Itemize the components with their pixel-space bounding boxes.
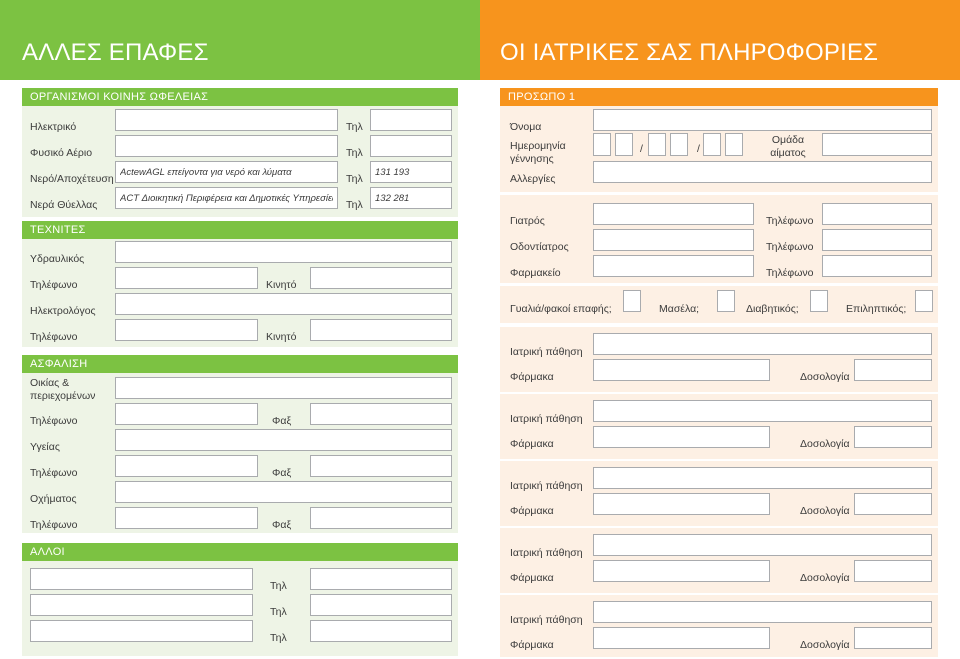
dob-day-digit-1[interactable] bbox=[593, 133, 611, 156]
medication-field[interactable] bbox=[593, 627, 770, 649]
medical-header bbox=[480, 0, 960, 80]
dob-separator: / bbox=[697, 143, 700, 155]
vehicle-insurance-phone-label: Τηλέφωνο bbox=[30, 519, 78, 531]
epileptic-label: Επιληπτικός; bbox=[846, 303, 907, 315]
gas-provider-field[interactable] bbox=[115, 135, 338, 157]
pharmacy-phone-label: Τηλέφωνο bbox=[766, 267, 814, 279]
pharmacy-field[interactable] bbox=[593, 255, 754, 277]
health-insurance-phone-field[interactable] bbox=[115, 455, 258, 477]
medical-title: ΟΙ ΙΑΤΡΙΚΕΣ ΣΑΣ ΠΛΗΡΟΦΟΡΙΕΣ bbox=[500, 39, 879, 66]
stormwater-label: Νερά Θύελλας bbox=[30, 199, 98, 211]
dob-year-digit-2[interactable] bbox=[725, 133, 743, 156]
dosage-field[interactable] bbox=[854, 359, 932, 381]
home-insurance-fax-label: Φαξ bbox=[272, 415, 292, 427]
health-insurance-label: Υγείας bbox=[30, 441, 60, 453]
dosage-label: Δοσολογία bbox=[800, 371, 850, 383]
dentist-phone-field[interactable] bbox=[822, 229, 932, 251]
diabetic-label: Διαβητικός; bbox=[746, 303, 799, 315]
other-contact-phone-field[interactable] bbox=[310, 568, 452, 590]
medical-condition-field[interactable] bbox=[593, 534, 932, 556]
doctor-phone-field[interactable] bbox=[822, 203, 932, 225]
plumber-label: Υδραυλικός bbox=[30, 253, 85, 265]
dosage-label: Δοσολογία bbox=[800, 572, 850, 584]
other-contact-name-field[interactable] bbox=[30, 620, 253, 642]
electricity-phone-label: Τηλ bbox=[346, 121, 363, 133]
epileptic-checkbox[interactable] bbox=[915, 290, 933, 312]
vehicle-insurance-label: Οχήματος bbox=[30, 493, 77, 505]
glasses-contacts-label: Γυαλιά/φακοί επαφής; bbox=[510, 303, 612, 315]
pharmacy-label: Φαρμακείο bbox=[510, 267, 561, 279]
medical-condition-label: Ιατρική πάθηση bbox=[510, 346, 583, 358]
medical-condition-label: Ιατρική πάθηση bbox=[510, 547, 583, 559]
dosage-label: Δοσολογία bbox=[800, 438, 850, 450]
dosage-field[interactable] bbox=[854, 493, 932, 515]
doctor-field[interactable] bbox=[593, 203, 754, 225]
medication-label: Φάρμακα bbox=[510, 505, 554, 517]
pharmacy-phone-field[interactable] bbox=[822, 255, 932, 277]
home-insurance-label: Οικίας & περιεχομένων bbox=[30, 377, 96, 402]
contacts-header bbox=[0, 0, 480, 80]
name-field[interactable] bbox=[593, 109, 932, 131]
allergies-field[interactable] bbox=[593, 161, 932, 183]
doctor-phone-label: Τηλέφωνο bbox=[766, 215, 814, 227]
electrician-mobile-label: Κινητό bbox=[266, 331, 297, 343]
medication-label: Φάρμακα bbox=[510, 639, 554, 651]
doctor-label: Γιατρός bbox=[510, 215, 545, 227]
electrician-phone-field[interactable] bbox=[115, 319, 258, 341]
electricity-provider-field[interactable] bbox=[115, 109, 338, 131]
dob-month-digit-1[interactable] bbox=[648, 133, 666, 156]
tradespeople-heading: ΤΕΧΝΙΤΕΣ bbox=[22, 221, 458, 239]
name-label: Όνομα bbox=[510, 121, 542, 133]
stormwater-phone-label: Τηλ bbox=[346, 199, 363, 211]
plumber-mobile-field[interactable] bbox=[310, 267, 452, 289]
electrician-label: Ηλεκτρολόγος bbox=[30, 305, 96, 317]
blood-group-field[interactable] bbox=[822, 133, 932, 156]
electricity-label: Ηλεκτρικό bbox=[30, 121, 77, 133]
dosage-field[interactable] bbox=[854, 560, 932, 582]
other-contact-phone-label: Τηλ bbox=[270, 606, 287, 618]
other-contact-phone-field[interactable] bbox=[310, 594, 452, 616]
blood-group-label: Ομάδα αίματος bbox=[770, 134, 806, 159]
home-insurance-phone-label: Τηλέφωνο bbox=[30, 415, 78, 427]
plumber-mobile-label: Κινητό bbox=[266, 279, 297, 291]
electricity-phone-field[interactable] bbox=[370, 109, 452, 131]
medication-label: Φάρμακα bbox=[510, 371, 554, 383]
dosage-label: Δοσολογία bbox=[800, 505, 850, 517]
other-contact-phone-label: Τηλ bbox=[270, 632, 287, 644]
gas-label: Φυσικό Αέριο bbox=[30, 147, 93, 159]
health-insurance-phone-label: Τηλέφωνο bbox=[30, 467, 78, 479]
medical-condition-label: Ιατρική πάθηση bbox=[510, 480, 583, 492]
other-contact-phone-label: Τηλ bbox=[270, 580, 287, 592]
dosage-field[interactable] bbox=[854, 627, 932, 649]
stormwater-phone-field[interactable] bbox=[370, 187, 452, 209]
dob-month-digit-2[interactable] bbox=[670, 133, 688, 156]
vehicle-insurance-field[interactable] bbox=[115, 481, 452, 503]
dentures-checkbox[interactable] bbox=[717, 290, 735, 312]
medical-condition-field[interactable] bbox=[593, 601, 932, 623]
medication-field[interactable] bbox=[593, 426, 770, 448]
water-sewer-phone-field[interactable] bbox=[370, 161, 452, 183]
allergies-label: Αλλεργίες bbox=[510, 173, 556, 185]
health-insurance-fax-field[interactable] bbox=[310, 455, 452, 477]
diabetic-checkbox[interactable] bbox=[810, 290, 828, 312]
electrician-name-field[interactable] bbox=[115, 293, 452, 315]
others-heading: ΑΛΛΟΙ bbox=[22, 543, 458, 561]
dosage-label: Δοσολογία bbox=[800, 639, 850, 651]
medical-condition-field[interactable] bbox=[593, 333, 932, 355]
medication-field[interactable] bbox=[593, 359, 770, 381]
home-insurance-field[interactable] bbox=[115, 377, 452, 399]
dentist-label: Οδοντίατρος bbox=[510, 241, 569, 253]
medication-field[interactable] bbox=[593, 493, 770, 515]
other-contact-name-field[interactable] bbox=[30, 594, 253, 616]
medical-condition-field[interactable] bbox=[593, 467, 932, 489]
dosage-field[interactable] bbox=[854, 426, 932, 448]
medical-condition-label: Ιατρική πάθηση bbox=[510, 614, 583, 626]
plumber-phone-label: Τηλέφωνο bbox=[30, 279, 78, 291]
vehicle-insurance-phone-field[interactable] bbox=[115, 507, 258, 529]
dob-year-digit-1[interactable] bbox=[703, 133, 721, 156]
health-insurance-fax-label: Φαξ bbox=[272, 467, 292, 479]
medical-condition-field[interactable] bbox=[593, 400, 932, 422]
other-contact-phone-field[interactable] bbox=[310, 620, 452, 642]
dentist-field[interactable] bbox=[593, 229, 754, 251]
stormwater-provider-field[interactable] bbox=[115, 187, 338, 209]
water-sewer-provider-field[interactable] bbox=[115, 161, 338, 183]
home-insurance-fax-field[interactable] bbox=[310, 403, 452, 425]
dentist-phone-label: Τηλέφωνο bbox=[766, 241, 814, 253]
medical-condition-label: Ιατρική πάθηση bbox=[510, 413, 583, 425]
water-sewer-label: Νερό/Αποχέτευση bbox=[30, 173, 114, 185]
gas-phone-label: Τηλ bbox=[346, 147, 363, 159]
vehicle-insurance-fax-field[interactable] bbox=[310, 507, 452, 529]
water-sewer-phone-label: Τηλ bbox=[346, 173, 363, 185]
electrician-mobile-field[interactable] bbox=[310, 319, 452, 341]
dob-separator: / bbox=[640, 143, 643, 155]
insurance-heading: ΑΣΦΑΛΙΣΗ bbox=[22, 355, 458, 373]
other-contact-name-field[interactable] bbox=[30, 568, 253, 590]
medication-field[interactable] bbox=[593, 560, 770, 582]
contacts-title: ΑΛΛΕΣ ΕΠΑΦΕΣ bbox=[22, 39, 209, 66]
utilities-heading: ΟΡΓΑΝΙΣΜΟΙ ΚΟΙΝΗΣ ΩΦΕΛΕΙΑΣ bbox=[22, 88, 458, 106]
plumber-phone-field[interactable] bbox=[115, 267, 258, 289]
health-insurance-field[interactable] bbox=[115, 429, 452, 451]
home-insurance-phone-field[interactable] bbox=[115, 403, 258, 425]
electrician-phone-label: Τηλέφωνο bbox=[30, 331, 78, 343]
medication-label: Φάρμακα bbox=[510, 438, 554, 450]
dob-label: Ημερομηνία γέννησης bbox=[510, 140, 566, 165]
plumber-name-field[interactable] bbox=[115, 241, 452, 263]
gas-phone-field[interactable] bbox=[370, 135, 452, 157]
dentures-label: Μασέλα; bbox=[659, 303, 700, 315]
person-heading: ΠΡΟΣΩΠΟ 1 bbox=[500, 88, 938, 106]
medication-label: Φάρμακα bbox=[510, 572, 554, 584]
dob-day-digit-2[interactable] bbox=[615, 133, 633, 156]
glasses-contacts-checkbox[interactable] bbox=[623, 290, 641, 312]
vehicle-insurance-fax-label: Φαξ bbox=[272, 519, 292, 531]
